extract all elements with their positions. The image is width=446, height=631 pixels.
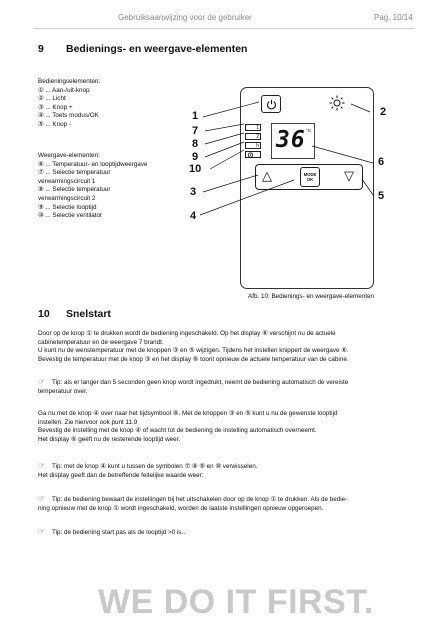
controls-heading: Bedieningselementen: — [38, 78, 101, 85]
tip2-text: Tip: met de knop ④ kunt u tussen de symbolen ⑦ ⑧ ⑨ en ⑩ verwisselen. — [52, 463, 258, 470]
callout-9: 9 — [192, 151, 199, 163]
callout-3: 3 — [190, 186, 197, 198]
p2-line-2: instellen. Zie hiervoor ook punt 11.9 — [38, 418, 138, 426]
display-item-8-cont: verwarmingscircuit 2 — [38, 194, 96, 202]
pointing-hand-icon: ☞ — [38, 461, 46, 470]
section-9-title: Bedienings- en weergave-elementen — [66, 43, 248, 55]
tip-4 — [38, 528, 416, 538]
footer-slogan: WE DO IT FIRST. — [98, 583, 374, 621]
control-item-3: ③ ... Knop + — [38, 103, 73, 111]
p1-line-1: Door op de knop ① te drukken wordt de bediening ingeschakeld. Op het display ⑥ verschijnt nu de actuele — [38, 330, 336, 337]
callout-6: 6 — [378, 156, 385, 168]
pointing-hand-icon: ☞ — [38, 527, 46, 536]
tip1-line-2: temperatuur over. — [38, 387, 88, 395]
callout-8: 8 — [192, 138, 199, 150]
pointing-hand-icon: ☞ — [38, 377, 46, 386]
tip1-line-1: Tip: als er langer dan 5 seconden geen knop wordt ingedrukt, neemt de bediening automatisch de vereiste — [52, 379, 349, 386]
pointing-hand-icon: ☞ — [38, 494, 46, 503]
tip4-text: Tip: de bediening start pas als de looptijd >0 is.. — [52, 529, 185, 536]
callout-1: 1 — [192, 110, 199, 122]
display-item-7: ⑦ ... Selectie temperatuur — [38, 169, 111, 177]
control-item-1: ① ... Aan-/uit-knop — [38, 86, 90, 94]
control-item-5: ⑤ ... Knop - — [38, 120, 71, 128]
tip-2 — [38, 462, 416, 480]
page-number: Pag. 10/14 — [374, 13, 413, 22]
mode-label: MODE — [303, 172, 317, 177]
tip-3 — [38, 495, 416, 513]
callout-2: 2 — [380, 106, 387, 118]
display-item-9: ⑨ ... Selectie looptijd — [38, 203, 97, 211]
display-item-6: ⑥ ... Temperatuur- en looptijdweergave — [38, 160, 148, 168]
callout-10: 10 — [189, 163, 202, 175]
figure-caption: Afb. 10: Bedienings- en weergave-elementen — [248, 293, 375, 300]
tip-1 — [38, 378, 416, 396]
lcd-value: 36 — [276, 127, 306, 153]
p2-line-3: Bevestig de instelling met de knop ④ of wacht tot de bediening de instelling automatisch overneemt. — [38, 427, 317, 435]
display-item-7-cont: verwarmingscircuit 1 — [38, 177, 96, 185]
p3-text: Het display geeft dan de betreffende feitelijke waarde weer: — [38, 471, 204, 479]
control-item-2: ② ... Licht — [38, 95, 66, 103]
mini-icon-label-1: 1 — [256, 125, 259, 131]
callout-5: 5 — [378, 190, 385, 202]
minus-button[interactable]: ▽ — [344, 168, 354, 183]
section-10-number: 10 — [38, 308, 50, 320]
section-9-number: 9 — [38, 43, 44, 55]
header-title: Gebruiksaanwijzing voor de gebruiker — [118, 13, 252, 22]
p1-line-4: Bevestig de temperatuur met de knop ③ en het display ⑥ toont opnieuw de actuele temperatuur van de cabine. — [38, 355, 349, 363]
section-10-title: Snelstart — [66, 308, 111, 320]
callout-7: 7 — [192, 125, 199, 137]
p2-line-1: Ga nu met de knop ④ over naar het tijdsymbool ⑧. Met de knoppen ③ en ⑤ kunt u nu de gewenste looptijd — [38, 410, 338, 417]
plus-button[interactable]: △ — [262, 168, 272, 183]
tip3-line-2: ning opnieuw met de knop ① wordt ingeschakeld, worden de laatste instellingen opnieuw opgeroepen. — [38, 504, 324, 512]
display-heading: Weergave-elementen: — [38, 152, 100, 159]
ok-label: OK — [306, 177, 314, 182]
mini-icon-label-3: h — [256, 143, 259, 149]
paragraph-1 — [38, 330, 416, 364]
section-10-heading — [38, 308, 111, 320]
p1-line-2: cabinetemperatuur en de weergave 7 brandt. — [38, 338, 164, 346]
display-item-10: ⑩ ... Selectie ventilator — [38, 212, 103, 220]
lcd-unit: °C — [306, 128, 312, 133]
p2-line-4: Het display ⑥ geeft nu de resterende looptijd weer. — [38, 435, 181, 443]
callout-4: 4 — [190, 210, 197, 222]
control-item-4: ④ ... Toets modus/OK — [38, 112, 99, 120]
display-item-8: ⑧ ... Selectie temperatuur — [38, 186, 111, 194]
paragraph-2 — [38, 410, 416, 444]
p1-line-3: U kunt nu de wenstemperatuur met de knoppen ③ en ⑤ wijzigen. Tijdens het instellen knippert de weergave ⑥. — [38, 347, 349, 355]
mini-icon-label-2: 2 — [256, 134, 259, 140]
tip3-line-1: Tip: de bediening bewaart de instellingen bij het uitschakelen door op de knop ① te drukken. Als de bedie- — [52, 496, 348, 503]
